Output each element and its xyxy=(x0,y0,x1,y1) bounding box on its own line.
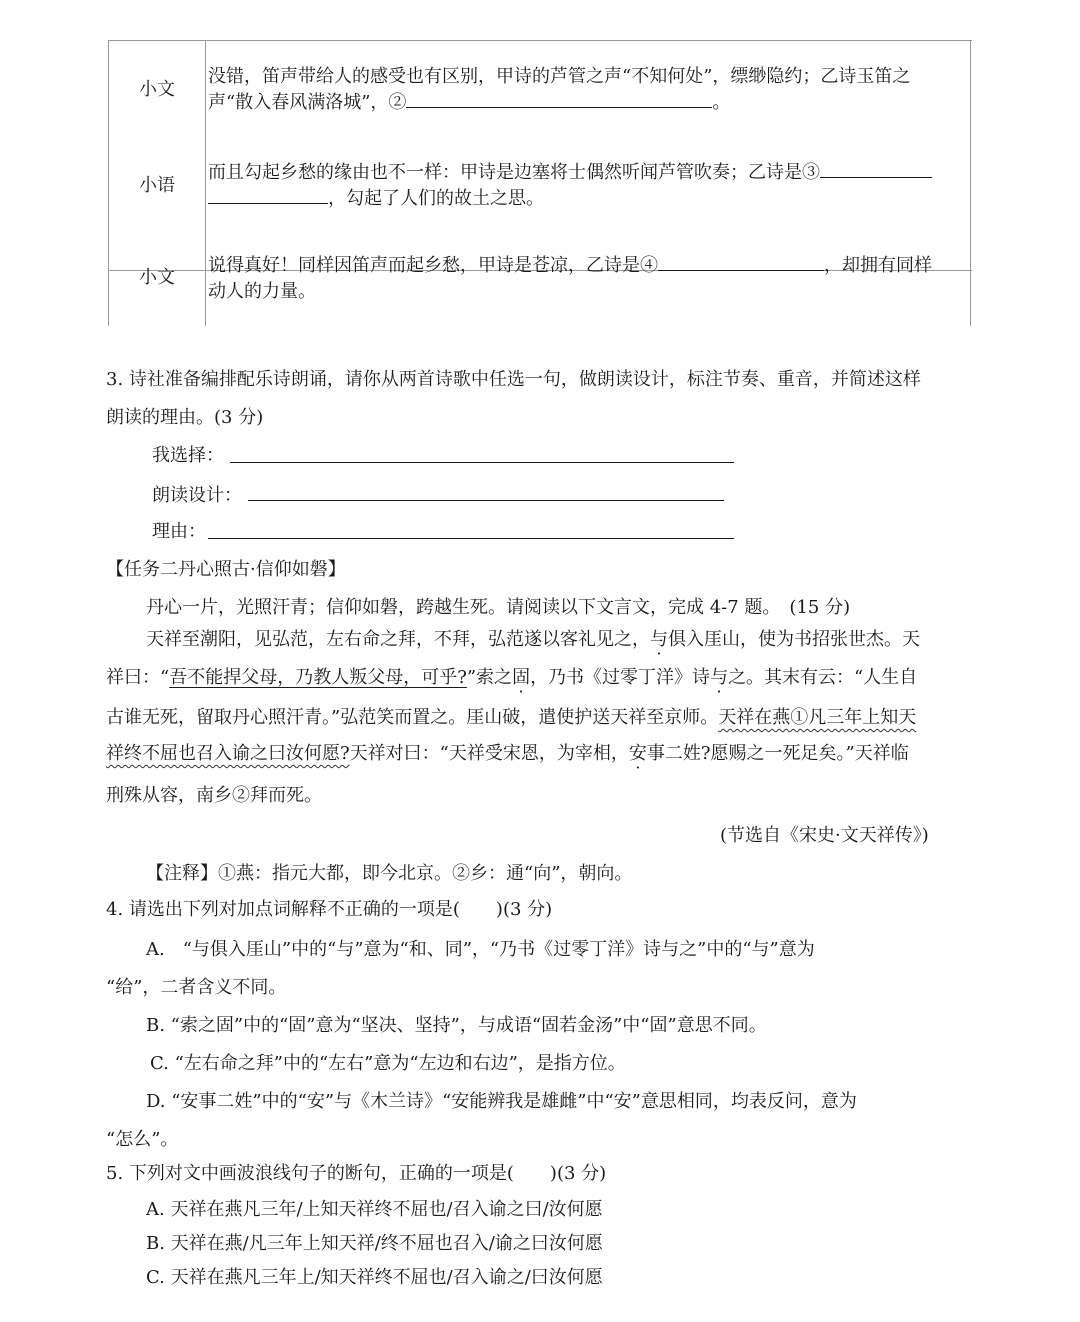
answer-blank-2[interactable] xyxy=(406,93,712,108)
underlined-sentence: 吾不能捍父母，乃教人叛父母，可乎? xyxy=(169,667,467,688)
option-d-cont: “怎么”。 xyxy=(106,1129,179,1150)
passage-line xyxy=(106,666,917,689)
dialogue-text: 而且勾起乡愁的缘由也不一样：甲诗是边塞将士偶然听闻芦管吹奏；乙诗是③ xyxy=(208,162,820,183)
passage-text: ，乃书《过零丁洋》诗 xyxy=(530,667,711,688)
dialogue-text: ，勾起了人们的故土之思。 xyxy=(328,188,544,209)
passage-text: ”索之 xyxy=(466,667,513,688)
passage-source: (节选自《宋史·文天祥传》) xyxy=(720,825,929,846)
speaker-label: 小文 xyxy=(139,267,175,288)
passage-text: 天祥至潮阳，见弘范，左右命之拜，不拜，弘范遂以客礼见之， xyxy=(146,629,650,650)
dialogue-line xyxy=(208,187,544,210)
speaker-label: 小语 xyxy=(139,175,175,196)
answer-blank-3[interactable] xyxy=(820,163,932,178)
question-5-stem: 5. 下列对文中画波浪线句子的断句，正确的一项是( )(3 分) xyxy=(106,1163,607,1184)
dialogue-line xyxy=(208,91,730,114)
choose-label: 我选择： xyxy=(152,445,224,466)
speaker-label: 小文 xyxy=(139,79,175,100)
option-c[interactable]: C. “左右命之拜”中的“左右”意为“左边和右边”，是指方位。 xyxy=(150,1053,626,1074)
reason-label: 理由： xyxy=(152,521,206,542)
option-b[interactable]: B. “索之固”中的“固”意为“坚决、坚持”，与成语“固若金汤”中“固”意思不同。 xyxy=(146,1015,767,1036)
passage-text: 祥曰：“ xyxy=(106,667,170,688)
dialogue-line: 没错，笛声带给人的感受也有区别，甲诗的芦管之声“不知何处”，缥缈隐约；乙诗玉笛之 xyxy=(208,66,911,87)
passage-text: 俱入厓山，使为书招张世杰。天 xyxy=(668,629,920,650)
option-a[interactable]: A. “与俱入厓山”中的“与”意为“和、同”，“乃书《过零丁洋》诗与之”中的“与”意为 xyxy=(146,939,815,960)
dialogue-table xyxy=(108,40,972,326)
passage-notes: 【注释】①燕：指元大都，即今北京。②乡：通“向”，朝向。 xyxy=(146,863,633,884)
table-border-top xyxy=(108,40,972,41)
passage-line xyxy=(106,742,909,765)
dialogue-text: 。 xyxy=(712,92,731,113)
task-2-intro: 丹心一片，光照汗青；信仰如磐，跨越生死。请阅读以下文言文，完成 4-7 题。 (15 分) xyxy=(146,597,851,618)
dialogue-line: 动人的力量。 xyxy=(208,281,316,302)
option-d[interactable]: D. “安事二姓”中的“安”与《木兰诗》“安能辨我是雄雌”中“安”意思相同，均表反问，意为 xyxy=(146,1091,857,1112)
option-a[interactable]: A. 天祥在燕凡三年/上知天祥终不屈也/召入谕之曰/汝何愿 xyxy=(146,1199,603,1220)
passage-line: 刑殊从容，南乡②拜而死。 xyxy=(106,785,322,806)
task-2-title: 【任务二丹心照古·信仰如磐】 xyxy=(106,559,346,580)
choose-answer-line[interactable] xyxy=(230,462,734,463)
dialogue-text: ，却拥有同样 xyxy=(824,255,932,276)
passage-line xyxy=(146,628,920,651)
table-border-right xyxy=(970,40,971,326)
dialogue-line xyxy=(208,254,932,277)
passage-text: 之。其末有云：“人生自 xyxy=(728,667,918,688)
question-4-stem: 4. 请选出下列对加点词解释不正确的一项是( )(3 分) xyxy=(106,899,553,920)
wavy-sentence: 天祥在燕①凡三年上知天 xyxy=(718,707,917,728)
dotted-word: 与 xyxy=(710,667,729,688)
passage-line xyxy=(106,706,916,729)
reason-answer-line[interactable] xyxy=(208,538,734,539)
question-3-stem: 3. 诗社准备编排配乐诗朗诵，请你从两首诗歌中任选一句，做朗读设计，标注节奏、重音，并简述这样 xyxy=(106,369,921,390)
option-b[interactable]: B. 天祥在燕/凡三年上知天祥/终不屈也召入/谕之曰汝何愿 xyxy=(146,1233,603,1254)
question-3-stem: 朗读的理由。(3 分) xyxy=(106,407,264,428)
wavy-sentence: 祥终不屈也召入谕之曰汝何愿? xyxy=(106,743,350,764)
dialogue-text: 声“散入春风满洛城”，② xyxy=(208,92,407,113)
dotted-word: 安 xyxy=(628,743,647,764)
answer-blank-4[interactable] xyxy=(658,256,824,271)
passage-text: 事二姓?愿赐之一死足矣。”天祥临 xyxy=(646,743,909,764)
answer-blank-3-cont[interactable] xyxy=(208,189,328,204)
dialogue-line xyxy=(208,161,932,184)
option-a-cont: “给”，二者含义不同。 xyxy=(106,977,287,998)
dotted-word: 与 xyxy=(650,629,668,650)
design-label: 朗读设计： xyxy=(152,485,242,506)
passage-text: 天祥对曰：“天祥受宋恩，为宰相， xyxy=(349,743,629,764)
dotted-word: 固 xyxy=(512,667,531,688)
dialogue-text: 说得真好！同样因笛声而起乡愁，甲诗是苍凉，乙诗是④ xyxy=(208,255,658,276)
design-answer-line[interactable] xyxy=(248,500,724,501)
option-c[interactable]: C. 天祥在燕凡三年上/知天祥终不屈也/召入谕之/曰汝何愿 xyxy=(146,1267,603,1288)
passage-text: 古谁无死，留取丹心照汗青。”弘范笑而置之。厓山破，遣使护送天祥至京师。 xyxy=(106,707,719,728)
